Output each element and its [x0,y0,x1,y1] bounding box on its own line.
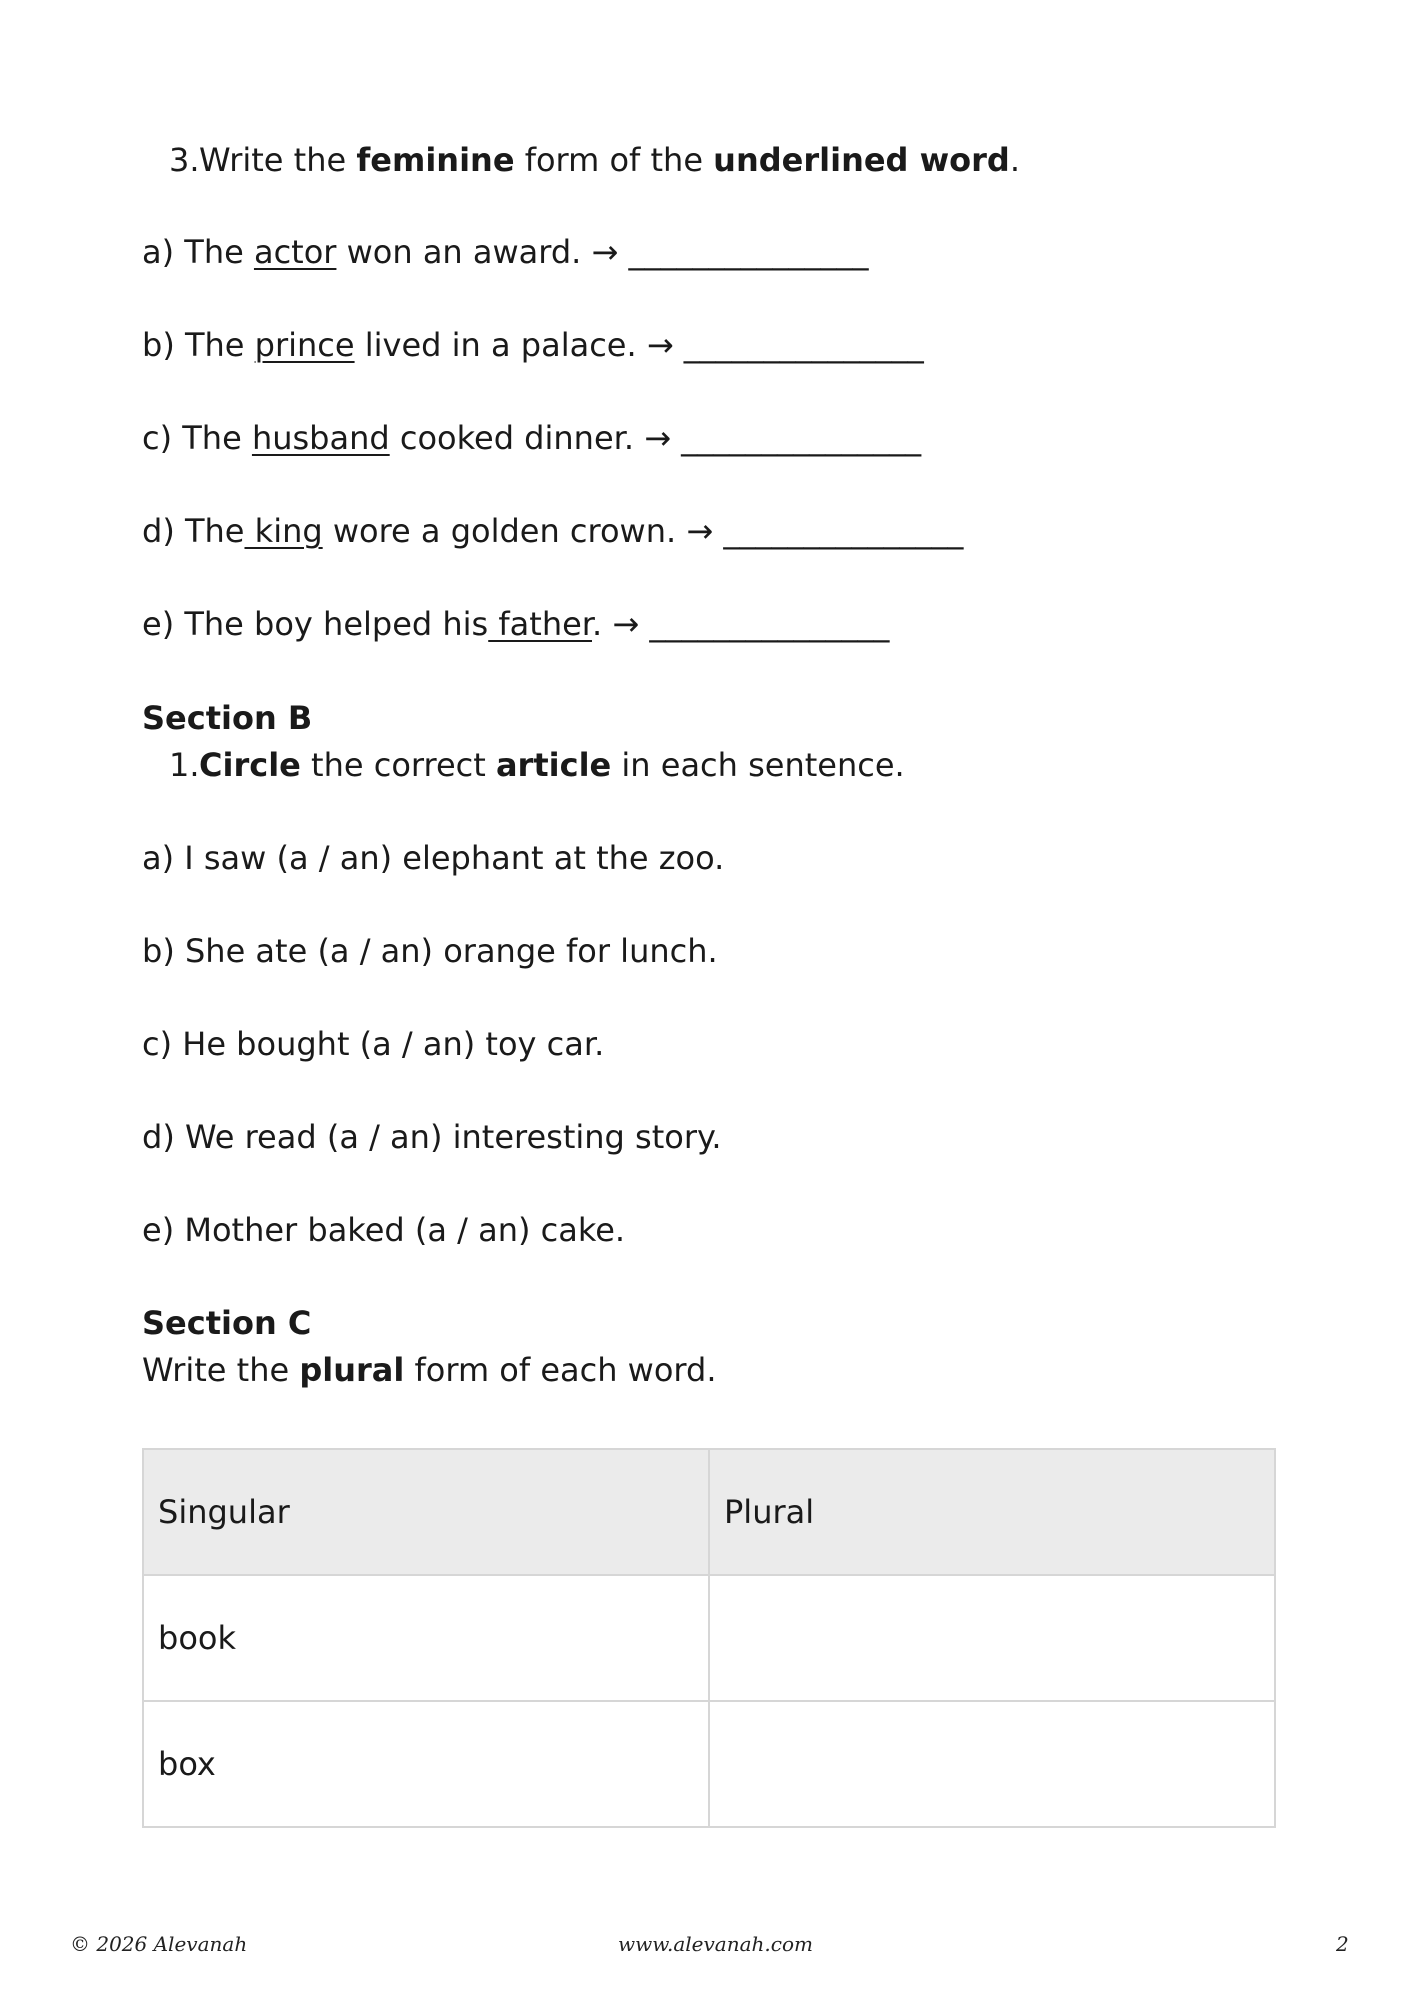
header-plural: Plural [709,1449,1275,1575]
question-3-item-a: a) The actor won an award. → _______________ [142,233,869,271]
answer-blank: _______________ [723,512,964,550]
question-number: 3. [169,141,200,179]
section-b-item-a: a) I saw (a / an) elephant at the zoo. [142,839,725,877]
table-row [143,1575,1275,1701]
header-singular: Singular [143,1449,709,1575]
footer-website: www.alevanah.com [618,1932,813,1956]
section-c-instruction: Write the plural form of each word. [142,1351,717,1389]
plural-answer-cell[interactable] [709,1575,1275,1701]
singular-cell: book [143,1575,709,1701]
underlined-word: father [488,605,592,643]
section-b-item-d: d) We read (a / an) interesting story. [142,1118,722,1156]
plural-answer-cell[interactable] [709,1701,1275,1827]
section-b-item-b: b) She ate (a / an) orange for lunch. [142,932,718,970]
section-b-title: Section B [142,699,313,737]
singular-cell: box [143,1701,709,1827]
footer-copyright: © 2026 Alevanah [70,1932,248,1956]
question-3-item-d: d) The king wore a golden crown. → _______________ [142,512,964,550]
table-row [143,1701,1275,1827]
underlined-word: husband [251,419,390,457]
underlined-word: actor [253,233,337,271]
footer-page-number: 2 [1336,1932,1349,1956]
question-3-item-c: c) The husband cooked dinner. → _______________ [142,419,922,457]
answer-blank: _______________ [628,233,869,271]
section-c-title: Section C [142,1304,312,1342]
answer-blank: _______________ [649,605,890,643]
underlined-word: king [244,512,323,550]
section-b-item-e: e) Mother baked (a / an) cake. [142,1211,626,1249]
table-header-row [143,1449,1275,1575]
section-b-question-1-heading: 1.Circle the correct article in each sentence. [169,746,905,784]
answer-blank: _______________ [681,419,922,457]
question-3-item-e: e) The boy helped his father. → _______________ [142,605,890,643]
question-3-item-b: b) The prince lived in a palace. → _______________ [142,326,924,364]
question-3-heading: 3.Write the feminine form of the underlined word. [169,141,1020,179]
underlined-word: prince [254,326,355,364]
question-number: 1. [169,746,200,784]
section-b-item-c: c) He bought (a / an) toy car. [142,1025,605,1063]
answer-blank: _______________ [683,326,924,364]
plural-table [142,1448,1276,1828]
